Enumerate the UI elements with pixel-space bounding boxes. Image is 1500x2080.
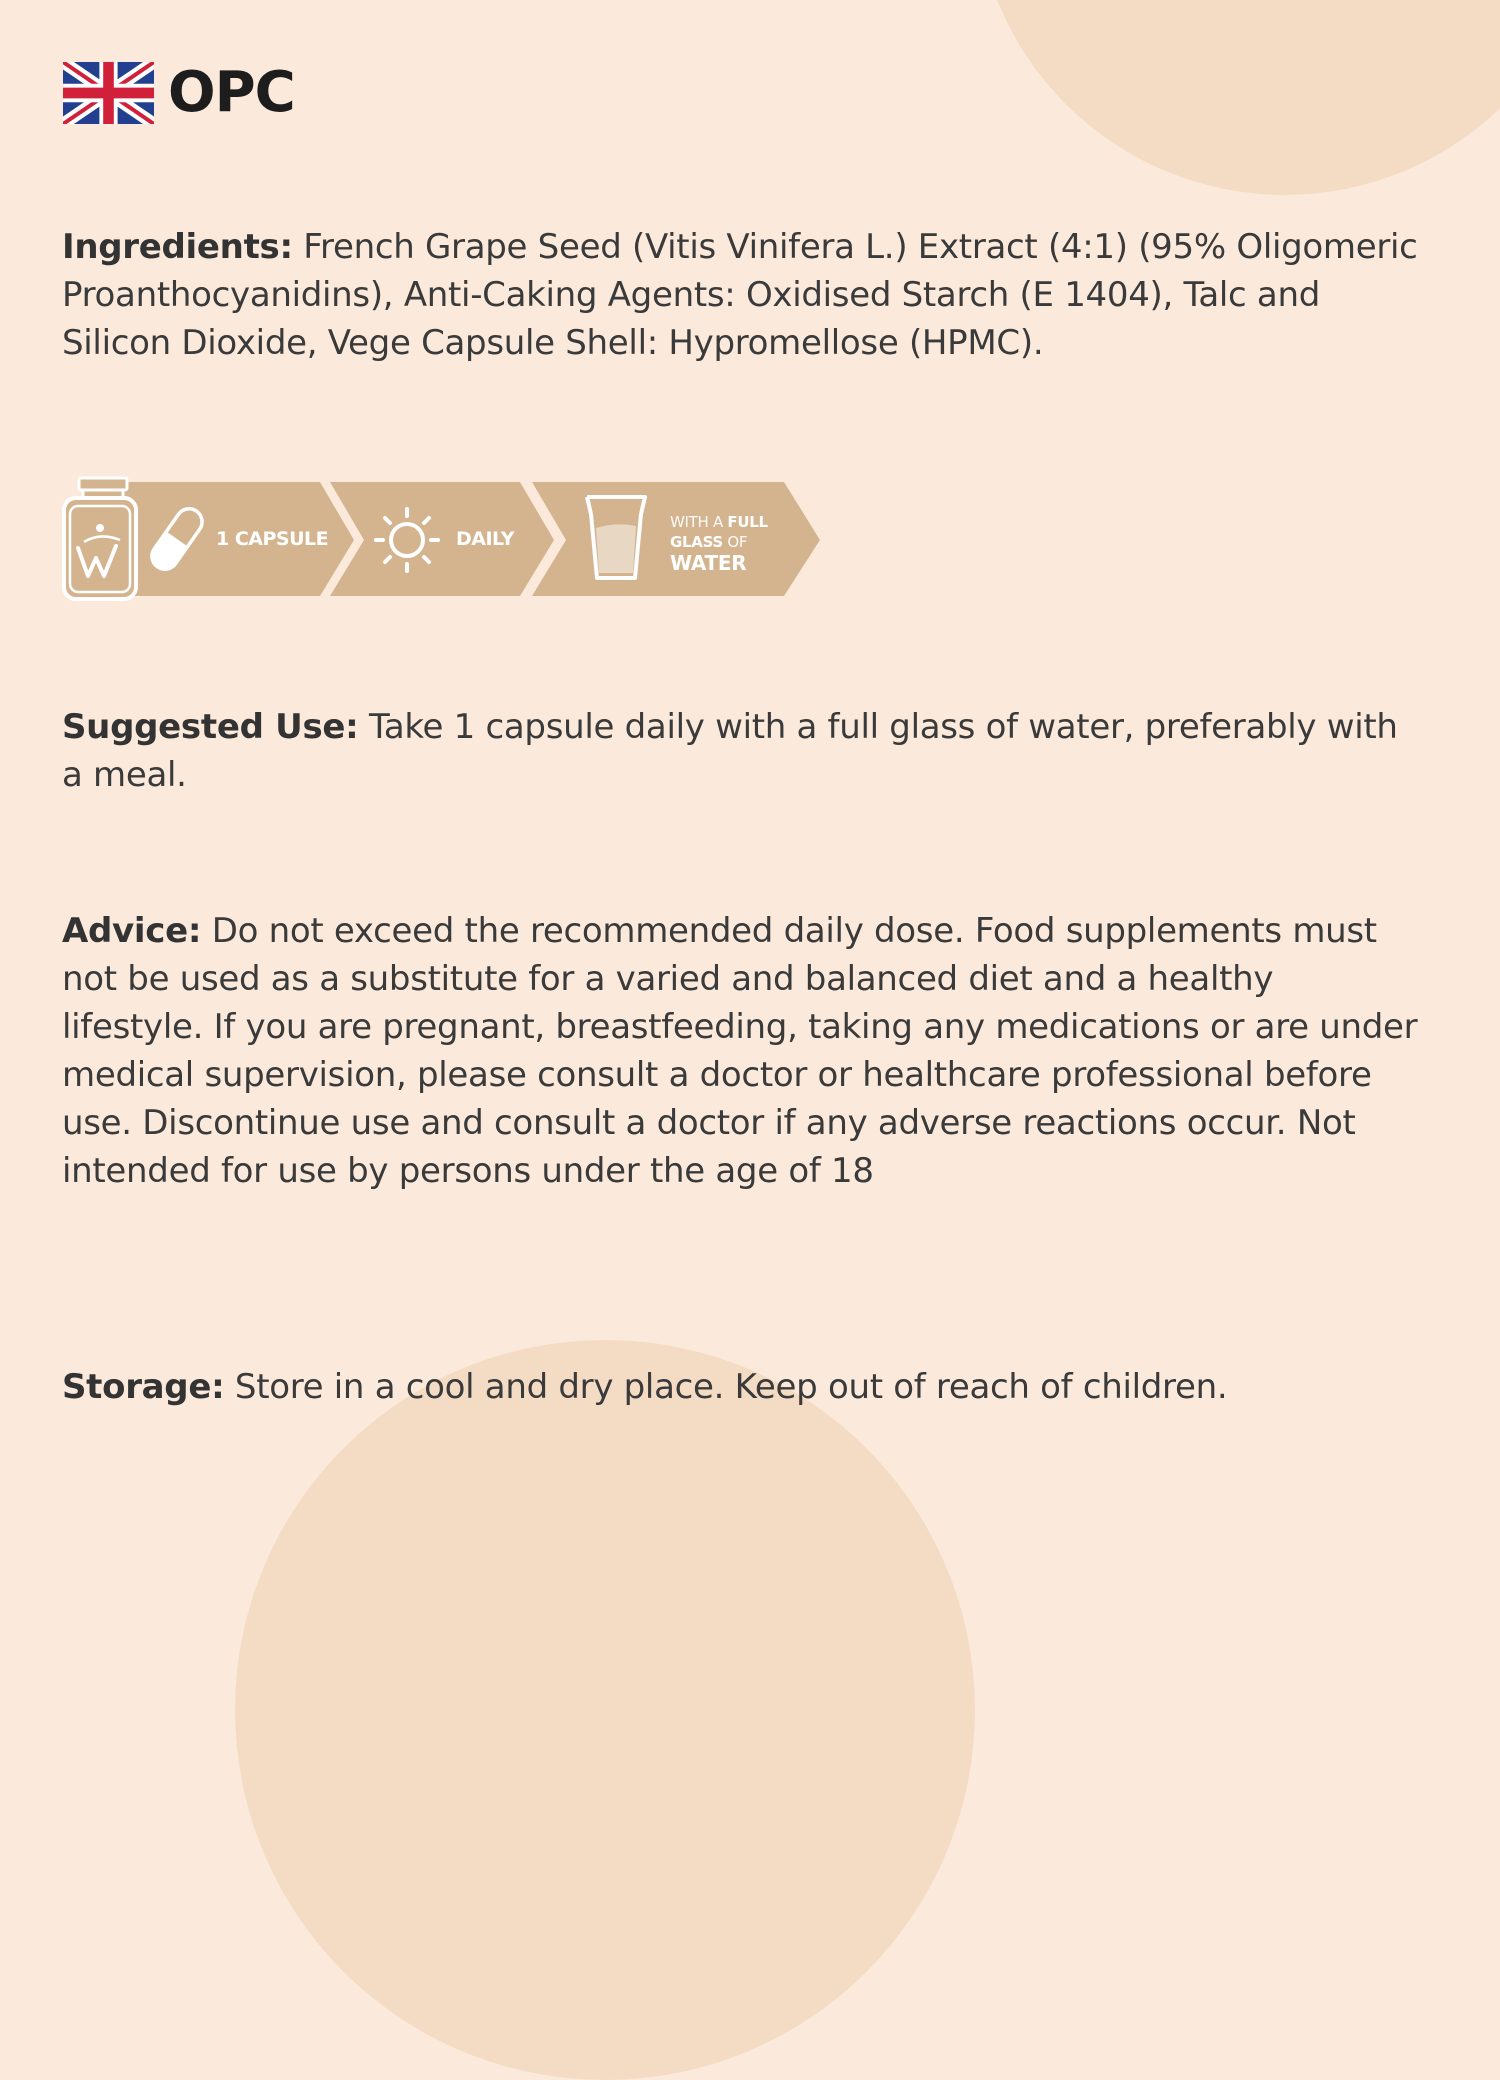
product-title: OPC	[168, 60, 295, 125]
water-line2-b: OF	[722, 533, 748, 551]
ingredients-section	[62, 223, 1422, 367]
ingredients-label: Ingredients:	[62, 227, 293, 267]
water-line2-a: GLASS	[670, 533, 723, 551]
suggested-use-text: Take 1 capsule daily with a full glass of water, preferably with a meal.	[62, 707, 1398, 795]
advice-text: Do not exceed the recommended daily dose. Food supplements must not be used as a substitute for a varied and balanced diet and a healthy lifestyle. If you are pregnant, breastfeeding, taking any medications or are under medical supervision, please consult a doctor or healthcare professional before use. Discontinue use and consult a doctor if any adverse reactions occur. Not intended for use by persons under the age of 18	[62, 911, 1418, 1191]
decorative-circle-top	[975, 0, 1500, 195]
storage-text: Store in a cool and dry place. Keep out of reach of children.	[224, 1367, 1228, 1407]
bottle-icon	[64, 478, 136, 599]
storage-label: Storage:	[62, 1367, 225, 1407]
water-line3: WATER	[670, 551, 747, 575]
suggested-use-label: Suggested Use:	[62, 707, 359, 747]
storage-section	[62, 1363, 1422, 1411]
dosage-strip	[60, 470, 830, 610]
water-line1-a: WITH A	[670, 513, 728, 531]
header	[63, 62, 295, 124]
water-label	[670, 512, 768, 575]
strip-segment-daily	[330, 482, 554, 596]
advice-section	[62, 907, 1422, 1195]
water-line1-b: FULL	[727, 513, 768, 531]
decorative-circle-bottom	[235, 1340, 975, 2080]
advice-label: Advice:	[62, 911, 202, 951]
capsule-label: 1 CAPSULE	[216, 528, 329, 550]
ingredients-text: French Grape Seed (Vitis Vinifera L.) Extract (4:1) (95% Oligomeric Proanthocyanidins), Anti-Caking Agents: Oxidised Starch (E 1404), Talc and Silicon Dioxide, Vege Capsule Shell: Hypromellose (HPMC).	[62, 227, 1418, 363]
suggested-use-section	[62, 703, 1422, 799]
uk-flag-icon	[63, 62, 154, 124]
daily-label: DAILY	[456, 528, 514, 550]
